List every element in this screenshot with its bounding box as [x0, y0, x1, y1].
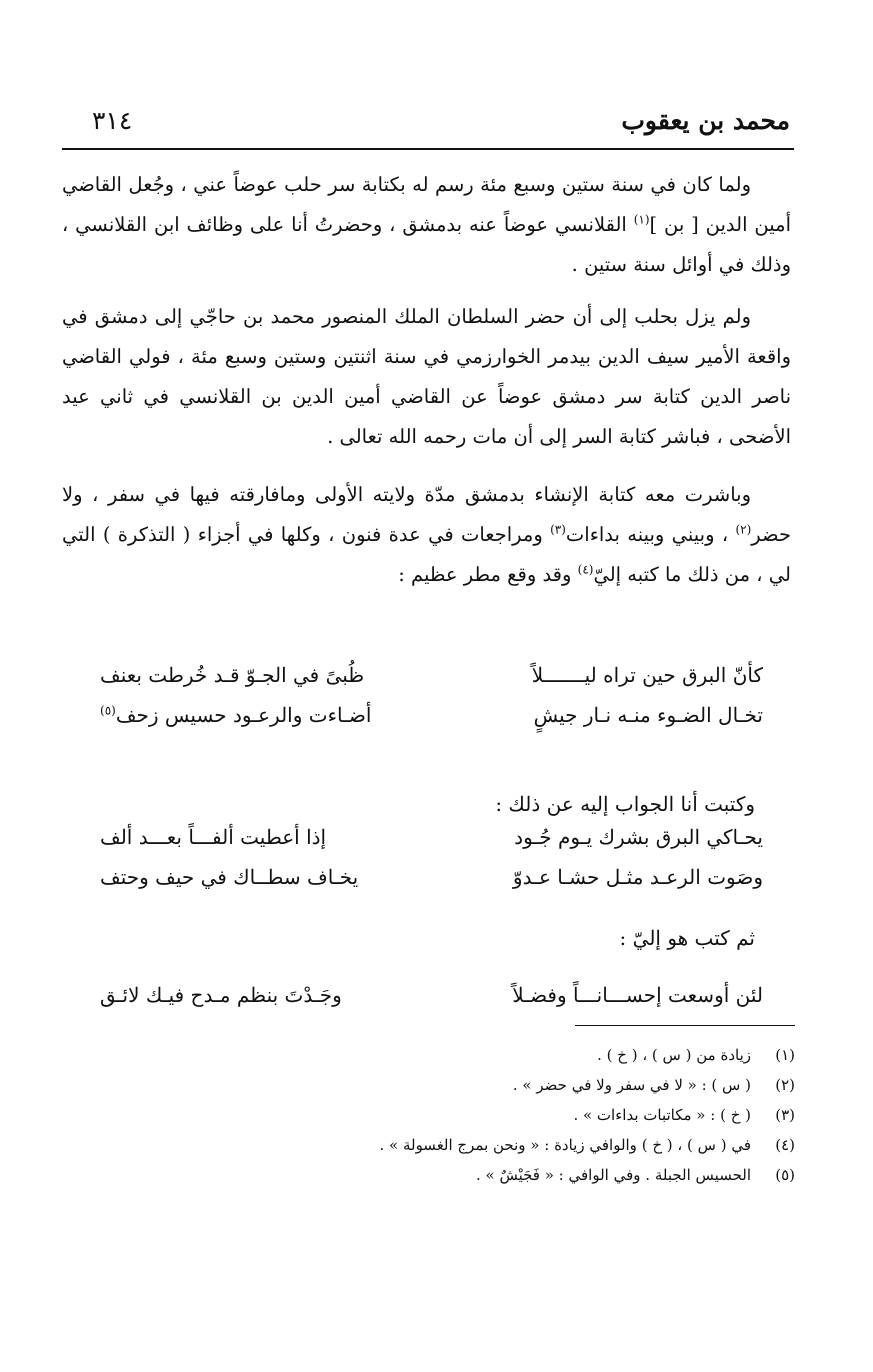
page-header — [62, 100, 794, 150]
footnote-text: الحسيس الجبلة . وفي الوافي : « فَجَيْشٌ » . — [475, 1166, 751, 1184]
paragraph-2: ولم يزل بحلب إلى أن حضر السلطان الملك المنصور محمد بن حاجّي إلى دمشق في واقعة الأمير سيف الدين بيدمر الخوارزمي في سنة اثنتين وستين وسبع مئة ، فولي القاضي ناصر الدين كتابة سر دمشق عوضاً عن القاضي أمين الدين بن القلانسي في ثاني عيد الأضحى ، فباشر كتابة السر إلى أن مات رحمه الله تعالى . — [62, 305, 791, 448]
poem-3 — [100, 975, 763, 1015]
footnote-ref-1: (١) — [633, 212, 650, 227]
page-number: ٣١٤ — [92, 106, 133, 135]
reply-intro: وكتبت أنا الجواب إليه عن ذلك : — [495, 792, 755, 816]
paragraph-3-part-2: ، وبيني وبينه بداءات — [565, 523, 736, 546]
verse-second-hemistich: يخـاف سطــاك في حيف وحتف — [100, 865, 359, 889]
paragraph-3-part-3: ومراجعات في عدة فنون ، وكلها في أجزاء ( التذكرة ) التي لي ، من ذلك ما كتبه إليّ — [62, 523, 791, 586]
verse-second-hemistich-text: أضـاءت والرعـود حسيس زحف — [115, 703, 372, 727]
main-text — [62, 165, 791, 595]
verse-first-hemistich: تخـال الضـوء منـه نـار جيشٍ — [533, 703, 763, 727]
footnotes — [62, 1040, 795, 1190]
verse-line — [100, 695, 763, 735]
poem-1 — [100, 655, 763, 735]
verse-line — [100, 975, 763, 1015]
verse-line — [100, 857, 763, 897]
footnote-number: (٣) — [775, 1106, 795, 1124]
verse-second-hemistich — [100, 695, 371, 735]
footnote-ref-3: (٣) — [550, 522, 566, 537]
footnote-number: (١) — [775, 1046, 795, 1064]
verse-second-hemistich: وجَـدْتَ بنظم مـدح فيـك لائـق — [100, 983, 342, 1007]
footnote-item — [62, 1160, 795, 1190]
footnote-text: ( س ) : « لا في سفر ولا في حضر » . — [512, 1076, 751, 1094]
paragraph-1-part-1: ولما كان في سنة ستين وسبع مئة رسم له بكتابة سر حلب عوضاً عني ، وجُعل القاضي أمين الدين [ بن ] — [62, 173, 791, 236]
footnote-number: (٤) — [775, 1136, 795, 1154]
paragraph-3-part-4: وقد وقع مطر عظيم : — [398, 563, 578, 586]
footnote-text: ( خ ) : « مكاتبات بداءات » . — [573, 1106, 751, 1124]
verse-first-hemistich: يحـاكي البرق بشرك يـوم جُـود — [514, 825, 763, 849]
footnote-ref-2: (٢) — [735, 522, 752, 537]
verse-second-hemistich: ظُبىً في الجـوّ قـد خُرطت بعنف — [100, 663, 365, 687]
paragraph-1 — [62, 165, 791, 285]
footnote-number: (٥) — [775, 1166, 795, 1184]
paragraph-3-part-1: وباشرت معه كتابة الإنشاء بدمشق مدّة ولايته الأولى ومافارقته فيها في سفر ، ولا حضر — [62, 483, 792, 546]
verse-line — [100, 817, 763, 857]
footnote-text: في ( س ) ، ( خ ) والوافي زيادة : « ونحن بمرج الغسولة » . — [379, 1136, 751, 1154]
verse-first-hemistich: لئن أوسعت إحســـانـــاً وفضـلاً — [512, 983, 763, 1007]
footnote-item — [62, 1040, 795, 1070]
verse-line — [100, 655, 763, 695]
footnote-divider — [575, 1025, 795, 1026]
footnote-item — [62, 1070, 795, 1100]
running-head: محمد بن يعقوب — [621, 106, 790, 135]
poem-2 — [100, 817, 763, 897]
footnote-ref-4: (٤) — [577, 562, 594, 577]
footnote-text: زيادة من ( س ) ، ( خ ) . — [597, 1046, 751, 1064]
then-wrote-line: ثم كتب هو إليّ : — [619, 926, 755, 950]
paragraph-3 — [62, 475, 791, 595]
paragraph-1-part-2: القلانسي عوضاً عنه بدمشق ، وحضرتُ أنا على وظائف ابن القلانسي ، وذلك في أوائل سنة ستين . — [62, 213, 791, 276]
verse-first-hemistich: وصَوت الرعـد مثـل حشـا عـدوّ — [512, 865, 763, 889]
footnote-number: (٢) — [775, 1076, 795, 1094]
footnote-ref-5: (٥) — [100, 703, 116, 718]
verse-second-hemistich: إذا أعطيت ألفـــاً بعـــد ألف — [100, 825, 327, 849]
verse-first-hemistich: كأنّ البرق حين تراه ليـــــــلاً — [531, 663, 763, 687]
footnote-item — [62, 1130, 795, 1160]
footnote-item — [62, 1100, 795, 1130]
